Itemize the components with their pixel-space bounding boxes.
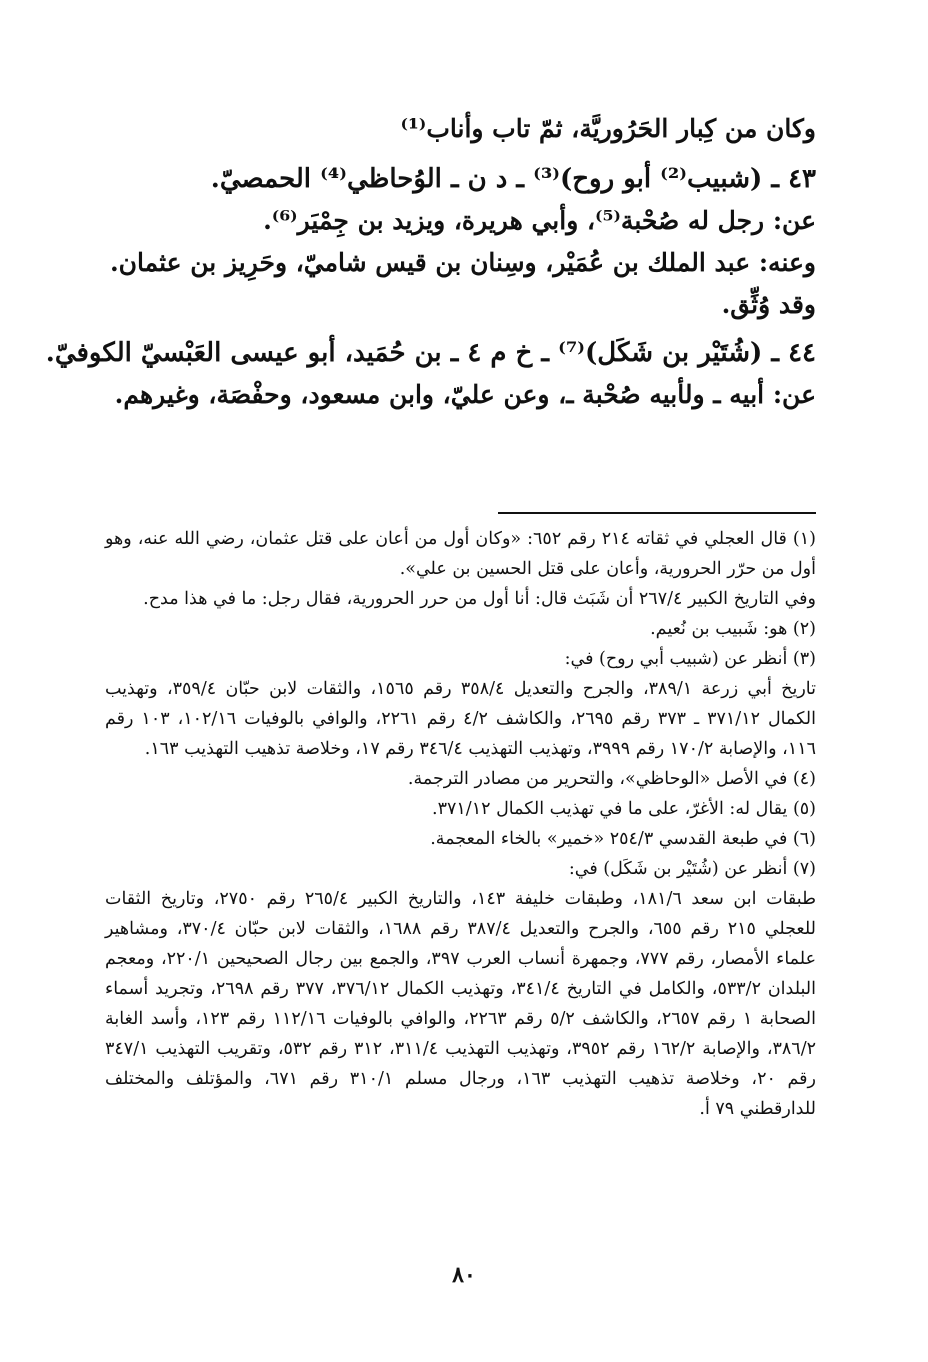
main-line: وعنه: عبد الملك بن عُمَيْر، وسِنان بن قيس شاميّ، وحَرِيز بن عثمان. (109, 248, 816, 277)
footnotes (105, 524, 816, 1124)
main-line: عن: أبيه ـ ولأبيه صُحْبة ـ، وعن عليّ، وابن مسعود، وحفْصَة، وغيرهم. (114, 380, 816, 409)
footnote-2: (٢) هو: شَبيب بن نُعيم. (650, 619, 816, 639)
footnote-1-continued: وفي التاريخ الكبير ٢٦٧/٤ أن شَبَث قال: أنا أول من حرر الحرورية، فقال رجل: ما في هذا مدح. (143, 589, 816, 609)
main-line: عن: رجل له صُحْبة⁽⁵⁾، وأبي هريرة، ويزيد بن جِمْيَر⁽⁶⁾. (263, 206, 816, 235)
main-line: وكان من كِبار الحَرُوريَّة، ثمّ تاب وأناب⁽¹⁾ (400, 114, 816, 143)
footnote-3: (٣) أنظر عن (شبيب أبي روح) في: (564, 649, 816, 669)
footnote-3-sources: تاريخ أبي زرعة ٣٨٩/١، والجرح والتعديل ٣٥٨/٤ رقم ١٥٦٥، والثقات لابن حبّان ٣٥٩/٤، وتهذيب الكمال ٣٧١/١٢ ـ ٣٧٣ رقم ٢٦٩٥، والكاشف ٤/٢ رقم ٢٢٦١، والوافي بالوفيات ١٠٢/١٦، ١٠٣ رقم ١١٦، والإصابة ١٧٠/٢ رقم ٣٩٩٩، وتهذيب التهذيب ٣٤٦/٤ رقم ١٧، وخلاصة تذهيب التهذيب ١٦٣. (105, 679, 817, 759)
main-line: وقد وُثِّق. (721, 290, 816, 319)
footnote-6: (٦) في طبعة القدسي ٢٥٤/٣ «خمير» بالخاء المعجمة. (430, 829, 816, 849)
footnote-4: (٤) في الأصل «الوحاظي»، والتحرير من مصادر الترجمة. (407, 769, 816, 789)
footnote-1: (١) قال العجلي في ثقاته ٢١٤ رقم ٦٥٢: «وكان أول من أعان على قتل عثمان، رضي الله عنه، وهو أول من حرّر الحرورية، وأعان على قتل الحسين بن علي». (105, 529, 816, 579)
footnote-separator (498, 512, 816, 514)
main-text (45, 108, 816, 416)
page-number: ٨٠ (452, 1262, 476, 1288)
footnote-5: (٥) يقال له: الأغرّ، على ما في تهذيب الكمال ٣٧١/١٢. (432, 799, 816, 819)
footnote-7-sources: طبقات ابن سعد ١٨١/٦، وطبقات خليفة ١٤٣، والتاريخ الكبير ٢٦٥/٤ رقم ٢٧٥٠، وتاريخ الثقات للعجلي ٢١٥ رقم ٦٥٥، والجرح والتعديل ٣٨٧/٤ رقم ١٦٨٨، والثقات لابن حبّان ٣٧٠/٤، ومشاهير علماء الأمصار، رقم ٧٧٧، وجمهرة أنساب العرب ٣٩٧، والجمع بين رجال الصحيحين ٢٢٠/١، ومعجم البلدان ٥٣٣/٢، والكامل في التاريخ ٣٤١/٤، وتهذيب الكمال ٣٧٦/١٢، ٣٧٧ رقم ٢٦٩٨، وتجريد أسماء الصحابة ١ رقم ٢٦٥٧، والكاشف ٥/٢ رقم ٢٢٦٣، والوافي بالوفيات ١١٢/١٦ رقم ١٢٣، وأسد الغابة ٣٨٦/٢، والإصابة ١٦٢/٢ رقم ٣٩٥٢، وتهذيب التهذيب ٣١١/٤، ٣١٢ رقم ٥٣٢، وتقريب التهذيب ٣٤٧/١ رقم ٢٠، وخلاصة تذهيب التهذيب ١٦٣، ورجال مسلم ٣١٠/١ رقم ٦٧١، والمؤتلف والمختلف للدارقطني ٧٩ أ. (105, 889, 817, 1119)
footnote-7: (٧) أنظر عن (شُتَيْر بن شَكَل) في: (568, 859, 816, 879)
entry-heading-44: ٤٤ ـ (شُتَيْر بن شَكَل)⁽⁷⁾ ـ خ م ٤ ـ بن حُمَيد، أبو عيسى العَبْسيّ الكوفيّ. (45, 338, 816, 368)
entry-heading-43: ٤٣ ـ (شبيب⁽²⁾ أبو روح)⁽³⁾ ـ د ن ـ الوُحاظي⁽⁴⁾ الحمصيّ. (210, 164, 816, 194)
